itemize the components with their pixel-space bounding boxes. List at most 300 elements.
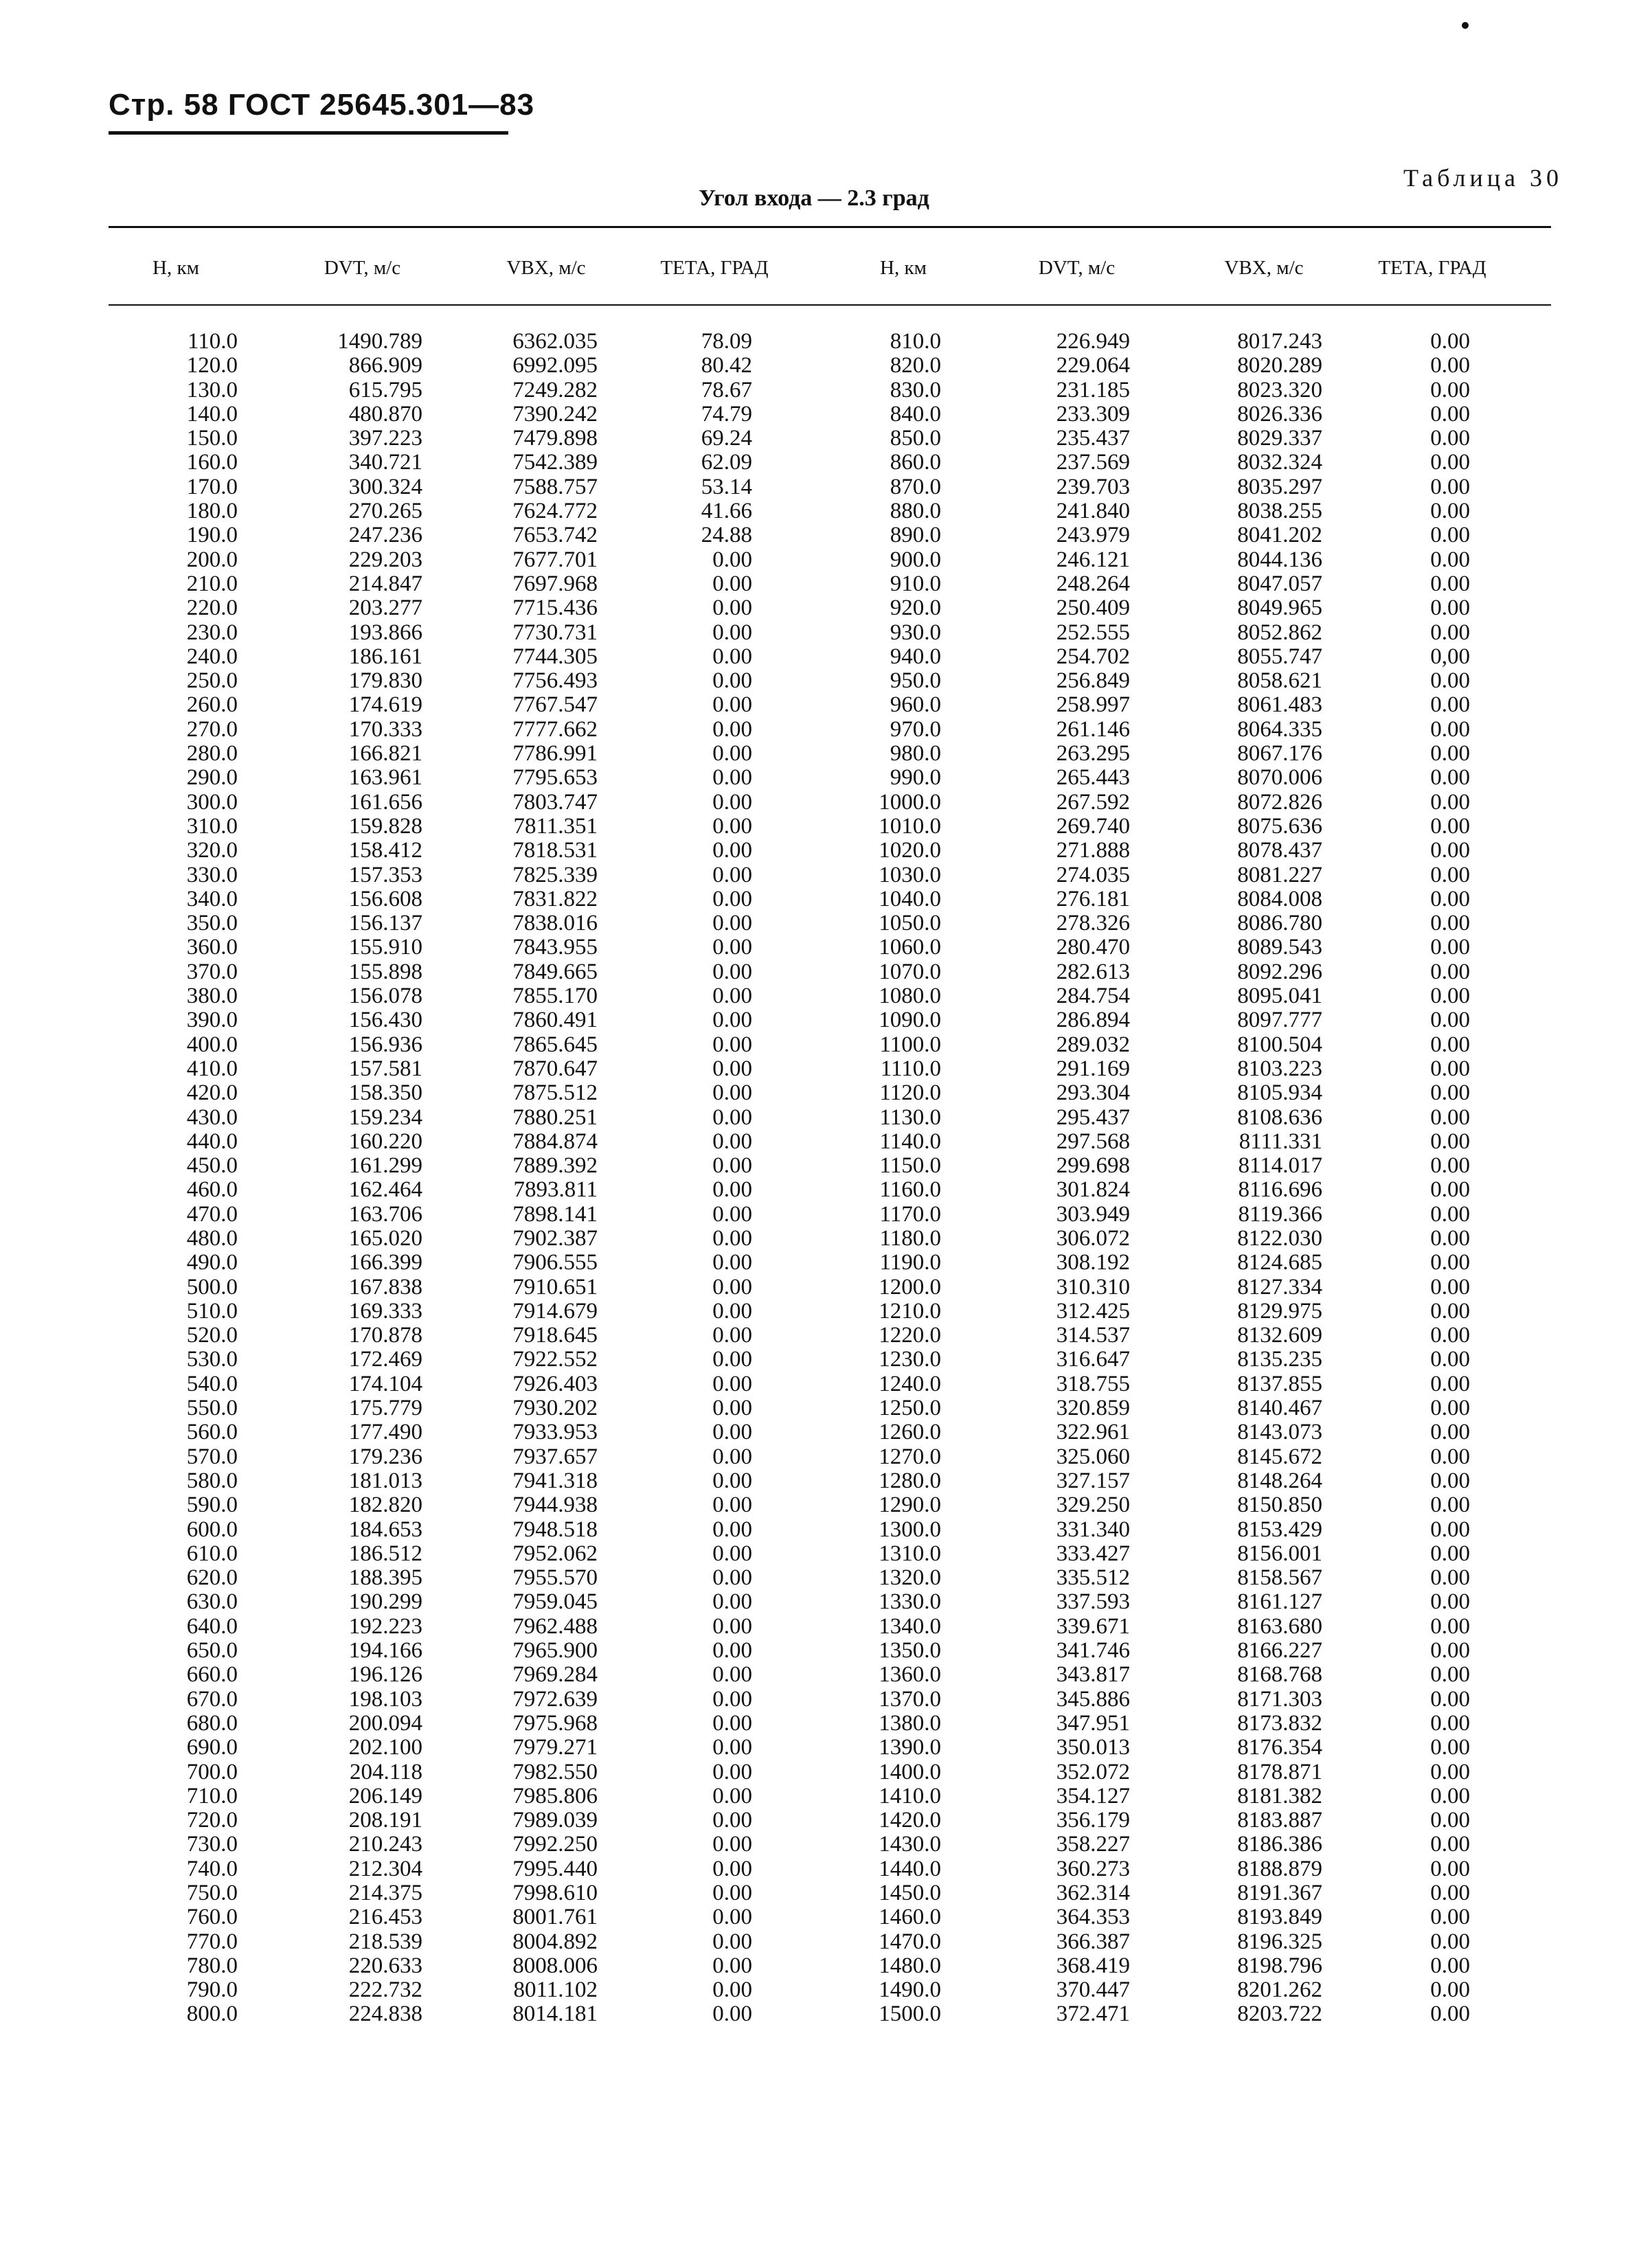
cell-teta: 0.00 [1430,1686,1470,1712]
cell-dvt: 252.555 [1056,620,1130,645]
cell-dvt: 198.103 [348,1686,422,1712]
cell-h: 330.0 [186,862,238,887]
cell-dvt: 210.243 [348,1832,422,1857]
cell-teta: 0.00 [712,1662,752,1688]
cell-dvt: 480.870 [348,401,422,427]
cell-teta: 0.00 [712,1808,752,1833]
cell-dvt: 163.706 [348,1201,422,1227]
cell-h: 530.0 [186,1347,238,1372]
cell-dvt: 300.324 [348,474,422,499]
cell-h: 840.0 [890,401,941,427]
cell-vbx: 8173.832 [1237,1710,1322,1736]
cell-vbx: 7952.062 [512,1541,598,1566]
cell-dvt: 372.471 [1056,2001,1130,2027]
cell-dvt: 172.469 [348,1347,422,1372]
cell-vbx: 8188.879 [1237,1856,1322,1881]
cell-h: 580.0 [186,1468,238,1493]
cell-vbx: 8176.354 [1237,1735,1322,1760]
cell-h: 190.0 [186,523,238,548]
cell-dvt: 271.888 [1056,838,1130,863]
cell-dvt: 165.020 [348,1225,422,1251]
cell-teta: 0.00 [1430,1371,1470,1396]
cell-dvt: 186.161 [348,644,422,669]
col-header-teta-left: ТЕТА, ГРАД [660,257,769,279]
cell-dvt: 347.951 [1056,1710,1130,1736]
cell-vbx: 8061.483 [1237,692,1322,718]
cell-teta: 78.09 [701,329,752,354]
cell-h: 500.0 [186,1274,238,1300]
cell-teta: 0.00 [1430,329,1470,354]
cell-dvt: 192.223 [348,1613,422,1639]
col-header-dvt-right: DVT, м/с [1038,257,1116,279]
cell-dvt: 237.569 [1056,450,1130,475]
cell-dvt: 265.443 [1056,765,1130,791]
cell-h: 1430.0 [879,1832,941,1857]
cell-vbx: 8140.467 [1237,1396,1322,1421]
cell-h: 1300.0 [879,1517,941,1542]
cell-h: 950.0 [890,668,941,694]
cell-teta: 0.00 [1430,1783,1470,1808]
cell-h: 390.0 [186,1008,238,1033]
cell-teta: 0.00 [1430,1420,1470,1445]
cell-h: 920.0 [890,596,941,621]
cell-h: 160.0 [186,450,238,475]
cell-vbx: 7944.938 [512,1493,598,1518]
cell-dvt: 170.878 [348,1323,422,1348]
table-number-label: Таблица 30 [1403,164,1563,192]
cell-h: 510.0 [186,1298,238,1324]
cell-vbx: 7979.271 [512,1735,598,1760]
cell-vbx: 8084.008 [1237,886,1322,911]
table-row [0,1420,1628,1444]
cell-dvt: 243.979 [1056,523,1130,548]
cell-vbx: 8017.243 [1237,329,1322,354]
cell-vbx: 8029.337 [1237,426,1322,451]
cell-vbx: 7902.387 [512,1225,598,1251]
cell-h: 140.0 [186,401,238,427]
cell-dvt: 364.353 [1056,1905,1130,1930]
cell-teta: 0.00 [1430,1808,1470,1833]
cell-vbx: 8163.680 [1237,1613,1322,1639]
table-row [0,1736,1628,1760]
cell-vbx: 7855.170 [512,984,598,1009]
cell-h: 1180.0 [879,1225,941,1251]
cell-vbx: 7922.552 [512,1347,598,1372]
cell-vbx: 8004.892 [512,1929,598,1954]
cell-h: 990.0 [890,765,941,791]
cell-h: 540.0 [186,1371,238,1396]
cell-teta: 0.00 [712,862,752,887]
cell-vbx: 8127.334 [1237,1274,1322,1300]
cell-vbx: 8038.255 [1237,499,1322,524]
cell-h: 210.0 [186,571,238,596]
cell-teta: 0.00 [1430,1129,1470,1154]
cell-h: 300.0 [186,789,238,815]
cell-dvt: 615.795 [348,377,422,402]
table-row [0,960,1628,984]
cell-dvt: 208.191 [348,1808,422,1833]
cell-dvt: 350.013 [1056,1735,1130,1760]
table-row [0,1203,1628,1227]
table-row [0,1663,1628,1687]
cell-teta: 0.00 [1430,1347,1470,1372]
cell-teta: 0.00 [712,1153,752,1179]
page-mark-dot [1462,22,1469,29]
cell-vbx: 8008.006 [512,1953,598,1978]
cell-teta: 0.00 [1430,1735,1470,1760]
cell-vbx: 7893.811 [513,1177,598,1203]
cell-vbx: 7910.651 [512,1274,598,1300]
cell-vbx: 7880.251 [512,1104,598,1130]
cell-dvt: 177.490 [348,1420,422,1445]
cell-h: 890.0 [890,523,941,548]
col-header-vbx-left: VBX, м/с [506,257,586,279]
cell-teta: 0.00 [712,1977,752,2003]
cell-dvt: 397.223 [348,426,422,451]
cell-teta: 0.00 [712,1953,752,1978]
table-row [0,645,1628,669]
cell-vbx: 7875.512 [512,1080,598,1106]
cell-teta: 0.00 [1430,1832,1470,1857]
cell-vbx: 7926.403 [512,1371,598,1396]
cell-teta: 0.00 [712,571,752,596]
cell-dvt: 202.100 [348,1735,422,1760]
cell-vbx: 8119.366 [1238,1201,1322,1227]
cell-dvt: 204.118 [349,1759,422,1784]
cell-dvt: 156.608 [348,886,422,911]
cell-vbx: 7767.547 [512,692,598,718]
cell-h: 450.0 [186,1153,238,1179]
cell-h: 1290.0 [879,1493,941,1518]
cell-dvt: 158.412 [348,838,422,863]
cell-h: 980.0 [890,741,941,767]
cell-dvt: 356.179 [1056,1808,1130,1833]
cell-dvt: 263.295 [1056,741,1130,767]
cell-dvt: 216.453 [348,1905,422,1930]
cell-h: 800.0 [186,2001,238,2027]
cell-teta: 0.00 [712,984,752,1009]
cell-vbx: 8097.777 [1237,1008,1322,1033]
cell-teta: 0.00 [1430,813,1470,839]
cell-vbx: 7756.493 [512,668,598,694]
cell-dvt: 194.166 [348,1638,422,1664]
cell-vbx: 8001.761 [512,1905,598,1930]
cell-vbx: 7849.665 [512,959,598,984]
cell-teta: 0.00 [1430,2001,1470,2027]
table-row [0,1760,1628,1784]
cell-h: 310.0 [186,813,238,839]
cell-teta: 0.00 [1430,984,1470,1009]
cell-vbx: 7948.518 [512,1517,598,1542]
cell-dvt: 157.353 [348,862,422,887]
cell-teta: 0.00 [1430,1638,1470,1664]
cell-teta: 0.00 [712,1832,752,1857]
cell-teta: 0.00 [712,668,752,694]
cell-h: 820.0 [890,353,941,378]
table-row [0,1881,1628,1905]
table-header-rule [109,304,1551,306]
cell-vbx: 6362.035 [512,329,598,354]
cell-teta: 0.00 [1430,377,1470,402]
cell-vbx: 8078.437 [1237,838,1322,863]
cell-vbx: 7933.953 [512,1420,598,1445]
cell-vbx: 7786.991 [512,741,598,767]
cell-dvt: 261.146 [1056,716,1130,742]
cell-dvt: 335.512 [1056,1565,1130,1591]
cell-teta: 0.00 [1430,571,1470,596]
cell-vbx: 8111.331 [1239,1129,1322,1154]
cell-teta: 0.00 [1430,426,1470,451]
cell-dvt: 312.425 [1056,1298,1130,1324]
cell-vbx: 6992.095 [512,353,598,378]
cell-dvt: 358.227 [1056,1832,1130,1857]
cell-teta: 0.00 [1430,1323,1470,1348]
cell-teta: 0.00 [712,1201,752,1227]
cell-teta: 0.00 [712,1274,752,1300]
cell-dvt: 174.619 [348,692,422,718]
cell-dvt: 175.779 [348,1396,422,1421]
cell-h: 1240.0 [879,1371,941,1396]
cell-h: 460.0 [186,1177,238,1203]
cell-dvt: 299.698 [1056,1153,1130,1179]
cell-vbx: 7969.284 [512,1662,598,1688]
table-row [0,1324,1628,1348]
cell-vbx: 7744.305 [512,644,598,669]
cell-teta: 0.00 [1430,716,1470,742]
cell-h: 1470.0 [879,1929,941,1954]
cell-vbx: 7884.874 [512,1129,598,1154]
cell-dvt: 316.647 [1056,1347,1130,1372]
cell-h: 1110.0 [880,1056,941,1081]
table-row [0,1348,1628,1372]
cell-vbx: 8047.057 [1237,571,1322,596]
cell-h: 970.0 [890,716,941,742]
cell-h: 850.0 [890,426,941,451]
cell-dvt: 241.840 [1056,499,1130,524]
cell-vbx: 8011.102 [513,1977,598,2003]
cell-h: 150.0 [186,426,238,451]
cell-dvt: 214.847 [348,571,422,596]
cell-dvt: 370.447 [1056,1977,1130,2003]
cell-h: 270.0 [186,716,238,742]
cell-dvt: 246.121 [1056,547,1130,572]
cell-h: 560.0 [186,1420,238,1445]
cell-vbx: 7959.045 [512,1589,598,1615]
cell-teta: 0.00 [1430,959,1470,984]
cell-h: 430.0 [186,1104,238,1130]
cell-teta: 0.00 [712,1177,752,1203]
cell-vbx: 7989.039 [512,1808,598,1833]
cell-teta: 0.00 [1430,596,1470,621]
table-row [0,572,1628,596]
cell-dvt: 331.340 [1056,1517,1130,1542]
cell-dvt: 308.192 [1056,1250,1130,1275]
cell-dvt: 170.333 [348,716,422,742]
cell-dvt: 167.838 [348,1274,422,1300]
cell-teta: 53.14 [701,474,752,499]
cell-dvt: 360.273 [1056,1856,1130,1881]
cell-h: 380.0 [186,984,238,1009]
cell-dvt: 162.464 [348,1177,422,1203]
cell-teta: 0.00 [712,1129,752,1154]
cell-teta: 0.00 [1430,862,1470,887]
cell-h: 660.0 [186,1662,238,1688]
table-row [0,330,1628,354]
cell-vbx: 8041.202 [1237,523,1322,548]
cell-vbx: 8114.017 [1238,1153,1322,1179]
cell-h: 1140.0 [879,1129,941,1154]
cell-dvt: 301.824 [1056,1177,1130,1203]
cell-vbx: 7962.488 [512,1613,598,1639]
table-row [0,1008,1628,1032]
table-row [0,1033,1628,1057]
cell-vbx: 8168.768 [1237,1662,1322,1688]
cell-vbx: 8035.297 [1237,474,1322,499]
cell-teta: 0.00 [1430,1759,1470,1784]
cell-vbx: 7390.242 [512,401,598,427]
cell-dvt: 318.755 [1056,1371,1130,1396]
table-row [0,1978,1628,2002]
cell-teta: 0.00 [712,1710,752,1736]
cell-vbx: 8044.136 [1237,547,1322,572]
cell-dvt: 166.399 [348,1250,422,1275]
cell-vbx: 7906.555 [512,1250,598,1275]
cell-vbx: 7818.531 [512,838,598,863]
cell-teta: 0.00 [1430,1613,1470,1639]
cell-vbx: 8191.367 [1237,1881,1322,1905]
cell-h: 860.0 [890,450,941,475]
cell-teta: 0.00 [1430,1177,1470,1203]
col-header-h-left: Н, км [152,257,199,279]
cell-h: 550.0 [186,1396,238,1421]
cell-teta: 0.00 [712,1468,752,1493]
table-row [0,815,1628,839]
cell-teta: 0.00 [712,596,752,621]
cell-h: 780.0 [186,1953,238,1978]
cell-dvt: 303.949 [1056,1201,1130,1227]
cell-dvt: 156.078 [348,984,422,1009]
cell-h: 220.0 [186,596,238,621]
cell-teta: 0.00 [1430,1298,1470,1324]
col-header-h-right: Н, км [880,257,927,279]
cell-teta: 0.00 [712,1420,752,1445]
cell-vbx: 8193.849 [1237,1905,1322,1930]
cell-dvt: 200.094 [348,1710,422,1736]
cell-vbx: 8124.685 [1237,1250,1322,1275]
cell-vbx: 8089.543 [1237,935,1322,960]
cell-vbx: 8178.871 [1237,1759,1322,1784]
cell-teta: 0.00 [712,1541,752,1566]
cell-dvt: 179.830 [348,668,422,694]
cell-dvt: 1490.789 [337,329,422,354]
cell-teta: 0,00 [1430,644,1470,669]
cell-h: 1030.0 [879,862,941,887]
cell-dvt: 239.703 [1056,474,1130,499]
table-row [0,742,1628,766]
cell-dvt: 366.387 [1056,1929,1130,1954]
cell-dvt: 295.437 [1056,1104,1130,1130]
table-row [0,1057,1628,1081]
cell-teta: 0.00 [712,1517,752,1542]
cell-teta: 0.00 [1430,1056,1470,1081]
col-header-vbx-right: VBX, м/с [1224,257,1304,279]
cell-dvt: 248.264 [1056,571,1130,596]
table-row [0,1688,1628,1712]
table-row [0,1542,1628,1566]
table-row [0,887,1628,911]
cell-dvt: 291.169 [1056,1056,1130,1081]
cell-h: 1210.0 [879,1298,941,1324]
cell-h: 710.0 [186,1783,238,1808]
cell-teta: 0.00 [1430,1153,1470,1179]
cell-dvt: 322.961 [1056,1420,1130,1445]
cell-h: 620.0 [186,1565,238,1591]
cell-dvt: 341.746 [1056,1638,1130,1664]
cell-vbx: 8116.696 [1238,1177,1322,1203]
table-row [0,1833,1628,1857]
cell-h: 1230.0 [879,1347,941,1372]
cell-dvt: 278.326 [1056,911,1130,936]
cell-vbx: 8023.320 [1237,377,1322,402]
cell-vbx: 7992.250 [512,1832,598,1857]
cell-h: 1170.0 [879,1201,941,1227]
cell-vbx: 7542.389 [512,450,598,475]
cell-h: 1490.0 [879,1977,941,2003]
cell-vbx: 8081.227 [1237,862,1322,887]
cell-teta: 0.00 [712,1881,752,1905]
cell-vbx: 8058.621 [1237,668,1322,694]
cell-teta: 0.00 [712,741,752,767]
cell-dvt: 196.126 [348,1662,422,1688]
cell-teta: 0.00 [712,692,752,718]
cell-teta: 0.00 [712,1735,752,1760]
cell-h: 1440.0 [879,1856,941,1881]
cell-h: 420.0 [186,1080,238,1106]
cell-teta: 0.00 [1430,1517,1470,1542]
cell-vbx: 8105.934 [1237,1080,1322,1106]
cell-vbx: 8171.303 [1237,1686,1322,1712]
cell-dvt: 282.613 [1056,959,1130,984]
cell-dvt: 186.512 [348,1541,422,1566]
cell-teta: 0.00 [1430,765,1470,791]
table-row [0,1905,1628,1929]
cell-teta: 0.00 [1430,741,1470,767]
cell-h: 910.0 [890,571,941,596]
cell-teta: 0.00 [1430,401,1470,427]
cell-h: 1100.0 [879,1032,941,1057]
cell-h: 1010.0 [879,813,941,839]
cell-dvt: 206.149 [348,1783,422,1808]
cell-dvt: 362.314 [1056,1881,1130,1905]
cell-dvt: 345.886 [1056,1686,1130,1712]
cell-teta: 0.00 [1430,789,1470,815]
col-header-teta-right: ТЕТА, ГРАД [1378,257,1486,279]
cell-vbx: 7914.679 [512,1298,598,1324]
cell-dvt: 156.936 [348,1032,422,1057]
cell-teta: 0.00 [712,1929,752,1954]
cell-h: 290.0 [186,765,238,791]
cell-dvt: 203.277 [348,596,422,621]
cell-h: 830.0 [890,377,941,402]
cell-h: 1190.0 [879,1250,941,1275]
cell-h: 1260.0 [879,1420,941,1445]
cell-dvt: 161.656 [348,789,422,815]
table-row [0,548,1628,572]
cell-h: 200.0 [186,547,238,572]
cell-dvt: 169.333 [348,1298,422,1324]
cell-h: 350.0 [186,911,238,936]
cell-teta: 0.00 [712,1032,752,1057]
